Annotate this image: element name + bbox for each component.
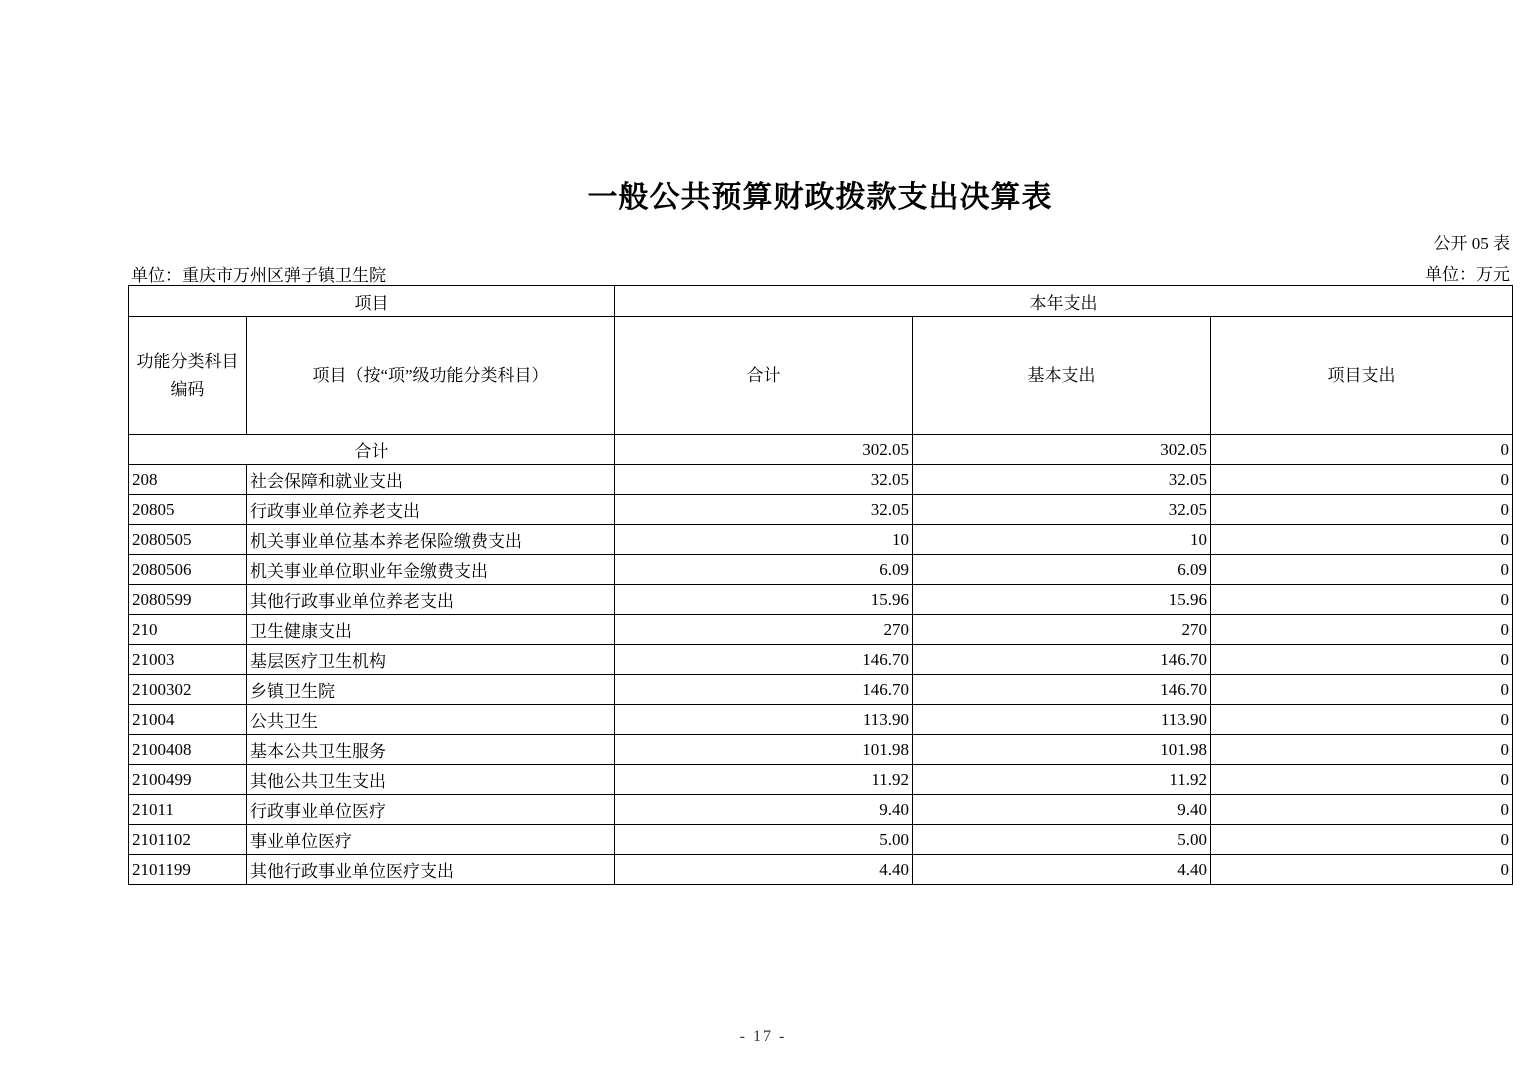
row-basic: 15.96 [913,585,1211,615]
row-name: 其他行政事业单位养老支出 [247,585,615,615]
row-project: 0 [1211,825,1513,855]
header-basic: 基本支出 [913,317,1211,435]
row-code: 2100408 [129,735,247,765]
row-project: 0 [1211,735,1513,765]
row-total: 6.09 [615,555,913,585]
row-basic: 270 [913,615,1211,645]
row-code: 21004 [129,705,247,735]
row-basic: 11.92 [913,765,1211,795]
row-project: 0 [1211,555,1513,585]
table-row [129,705,1513,735]
row-code: 210 [129,615,247,645]
table-row [129,825,1513,855]
row-basic: 9.40 [913,795,1211,825]
row-name: 其他公共卫生支出 [247,765,615,795]
row-name: 行政事业单位医疗 [247,795,615,825]
table-row [129,735,1513,765]
header-code: 功能分类科目编码 [129,317,247,435]
row-total: 32.05 [615,495,913,525]
row-project: 0 [1211,645,1513,675]
row-project: 0 [1211,495,1513,525]
total-basic: 302.05 [913,435,1211,465]
organization-unit: 单位：重庆市万州区弹子镇卫生院 [131,266,386,285]
form-number: 公开 05 表 [1433,234,1510,253]
row-code: 2080506 [129,555,247,585]
row-name: 基本公共卫生服务 [247,735,615,765]
page-number: - 17 - [739,1028,787,1045]
row-name: 事业单位医疗 [247,825,615,855]
row-project: 0 [1211,705,1513,735]
row-name: 社会保障和就业支出 [247,465,615,495]
row-basic: 32.05 [913,495,1211,525]
header-project: 项目 [129,286,615,317]
row-total: 101.98 [615,735,913,765]
table-row [129,525,1513,555]
row-total: 15.96 [615,585,913,615]
row-total: 10 [615,525,913,555]
row-code: 2101102 [129,825,247,855]
row-project: 0 [1211,855,1513,885]
header-current-year: 本年支出 [615,286,1513,317]
row-code: 2080599 [129,585,247,615]
total-amount: 302.05 [615,435,913,465]
row-project: 0 [1211,675,1513,705]
row-total: 11.92 [615,765,913,795]
total-row [129,435,1513,465]
table-row [129,465,1513,495]
row-total: 32.05 [615,465,913,495]
row-name: 卫生健康支出 [247,615,615,645]
row-project: 0 [1211,465,1513,495]
row-total: 146.70 [615,675,913,705]
row-name: 其他行政事业单位医疗支出 [247,855,615,885]
row-name: 机关事业单位职业年金缴费支出 [247,555,615,585]
budget-table [128,285,1513,885]
row-basic: 113.90 [913,705,1211,735]
row-name: 乡镇卫生院 [247,675,615,705]
header-row-top [129,286,1513,317]
row-project: 0 [1211,525,1513,555]
header-name: 项目（按“项”级功能分类科目） [247,317,615,435]
row-code: 21003 [129,645,247,675]
row-name: 基层医疗卫生机构 [247,645,615,675]
table-row [129,855,1513,885]
total-project: 0 [1211,435,1513,465]
table-row [129,795,1513,825]
row-basic: 4.40 [913,855,1211,885]
table-row [129,585,1513,615]
row-total: 4.40 [615,855,913,885]
row-basic: 32.05 [913,465,1211,495]
currency-unit: 单位：万元 [1425,265,1510,284]
header-project-expense: 项目支出 [1211,317,1513,435]
row-project: 0 [1211,615,1513,645]
table-row [129,645,1513,675]
row-name: 公共卫生 [247,705,615,735]
row-basic: 5.00 [913,825,1211,855]
row-code: 2080505 [129,525,247,555]
row-total: 146.70 [615,645,913,675]
row-project: 0 [1211,795,1513,825]
row-total: 113.90 [615,705,913,735]
row-project: 0 [1211,765,1513,795]
row-basic: 146.70 [913,645,1211,675]
row-basic: 6.09 [913,555,1211,585]
row-basic: 146.70 [913,675,1211,705]
row-code: 2101199 [129,855,247,885]
total-label: 合计 [129,435,615,465]
row-name: 行政事业单位养老支出 [247,495,615,525]
row-code: 2100499 [129,765,247,795]
document-title: 一般公共预算财政拨款支出决算表 [587,181,1053,214]
row-project: 0 [1211,585,1513,615]
table-row [129,675,1513,705]
row-basic: 10 [913,525,1211,555]
table-row [129,765,1513,795]
row-code: 20805 [129,495,247,525]
header-row-columns [129,317,1513,435]
row-total: 9.40 [615,795,913,825]
row-name: 机关事业单位基本养老保险缴费支出 [247,525,615,555]
row-basic: 101.98 [913,735,1211,765]
row-total: 5.00 [615,825,913,855]
table-row [129,495,1513,525]
table-row [129,555,1513,585]
row-code: 208 [129,465,247,495]
table-row [129,615,1513,645]
row-code: 2100302 [129,675,247,705]
row-code: 21011 [129,795,247,825]
row-total: 270 [615,615,913,645]
header-total: 合计 [615,317,913,435]
